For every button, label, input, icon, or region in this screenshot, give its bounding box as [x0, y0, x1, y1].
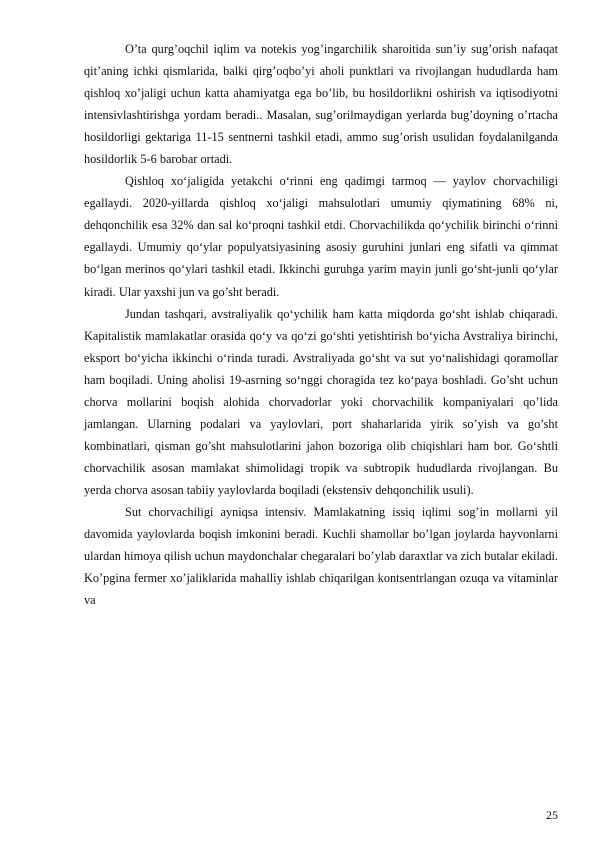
paragraph-dairy-farming: Sut chorvachiligi ayniqsa intensiv. Mamlakatning issiq iqlimi sog’in mollarni yil davomida yaylovlarda boqish imkonini beradi. Kuchli shamollar bo’lgan joylarda hayvonlarni ulardan himoya qilish uchun maydonchalar chegaralari bo’ylab daraxtlar va zich butalar ekiladi. Ko’pgina fermer xo’jaliklarida mahalliy ishlab chiqarilgan kontsentrlangan ozuqa va vitaminlar va [84, 504, 558, 608]
page-body [84, 38, 558, 611]
paragraph-irrigation: O’ta qurg’oqchil iqlim va notekis yog’ingarchilik sharoitida sun’iy sug’orish nafaqat qit’aning ichki qismlarida, balki qirg’oqbo’yi aholi punktlari va rivojlangan hududlarda ham qishloq xo’jaligi uchun katta ahamiyatga ega bo’lib, bu hosildorlikni oshirish va iqtisodiyotni intensivlashtirishga yordam beradi.. Masalan, sug’orilmaydigan yerlarda bug’doyning o’rtacha hosildorligi gektariga 11-15 sentnerni tashkil etadi, ammo sug’orish usulidan foydalanilganda hosildorlik 5-6 barobar ortadi. [84, 42, 558, 167]
paragraph-pasture-livestock: Qishloq xo‘jaligida yetakchi o‘rinni eng qadimgi tarmoq — yaylov chorvachiligi egallaydi. 2020-yillarda qishloq xo‘jaligi mahsulotlari umumiy qiymatining 68% ni, dehqonchilik esa 32% dan sal ko‘proqni tashkil etdi. Chorvachilikda qo‘ychilik birinchi o‘rinni egallaydi. Umumiy qo‘ylar populyatsiyasining asosiy guruhini junlari eng sifatli va qimmat bo‘lgan merinos qo‘ylari tashkil etadi. Ikkinchi guruhga yarim mayin junli go‘sht-junli qo‘ylar kiradi. Ular yaxshi jun va go’sht beradi. [84, 174, 558, 299]
paragraph-meat-production: Jundan tashqari, avstraliyalik qo‘ychilik ham katta miqdorda go‘sht ishlab chiqaradi. Kapitalistik mamlakatlar orasida qo‘y va qo‘zi go‘shti yetishtirish bo‘yicha Avstraliya birinchi, eksport bo‘yicha ikkinchi o‘rinda turadi. Avstraliyada go‘sht va sut yo‘nalishidagi qoramollar ham boqiladi. Uning aholisi 19-asrning so‘nggi choragida tez ko‘paya boshladi. Go’sht uchun chorva mollarini boqish alohida chorvadorlar yoki chorvachilik kompaniyalari qo’lida jamlangan. Ularning podalari va yaylovlari, port shaharlarida yirik so’yish va go’sht kombinatlari, qisman go’sht mahsulotlarini jahon bozoriga olib chiqishlari ham bor. Go‘shtli chorvachilik asosan mamlakat shimolidagi tropik va subtropik hududlarda rivojlangan. Bu yerda chorva asosan tabiiy yaylovlarda boqiladi (ekstensiv dehqonchilik usuli). [84, 306, 558, 497]
page-number: 25 [546, 808, 558, 822]
